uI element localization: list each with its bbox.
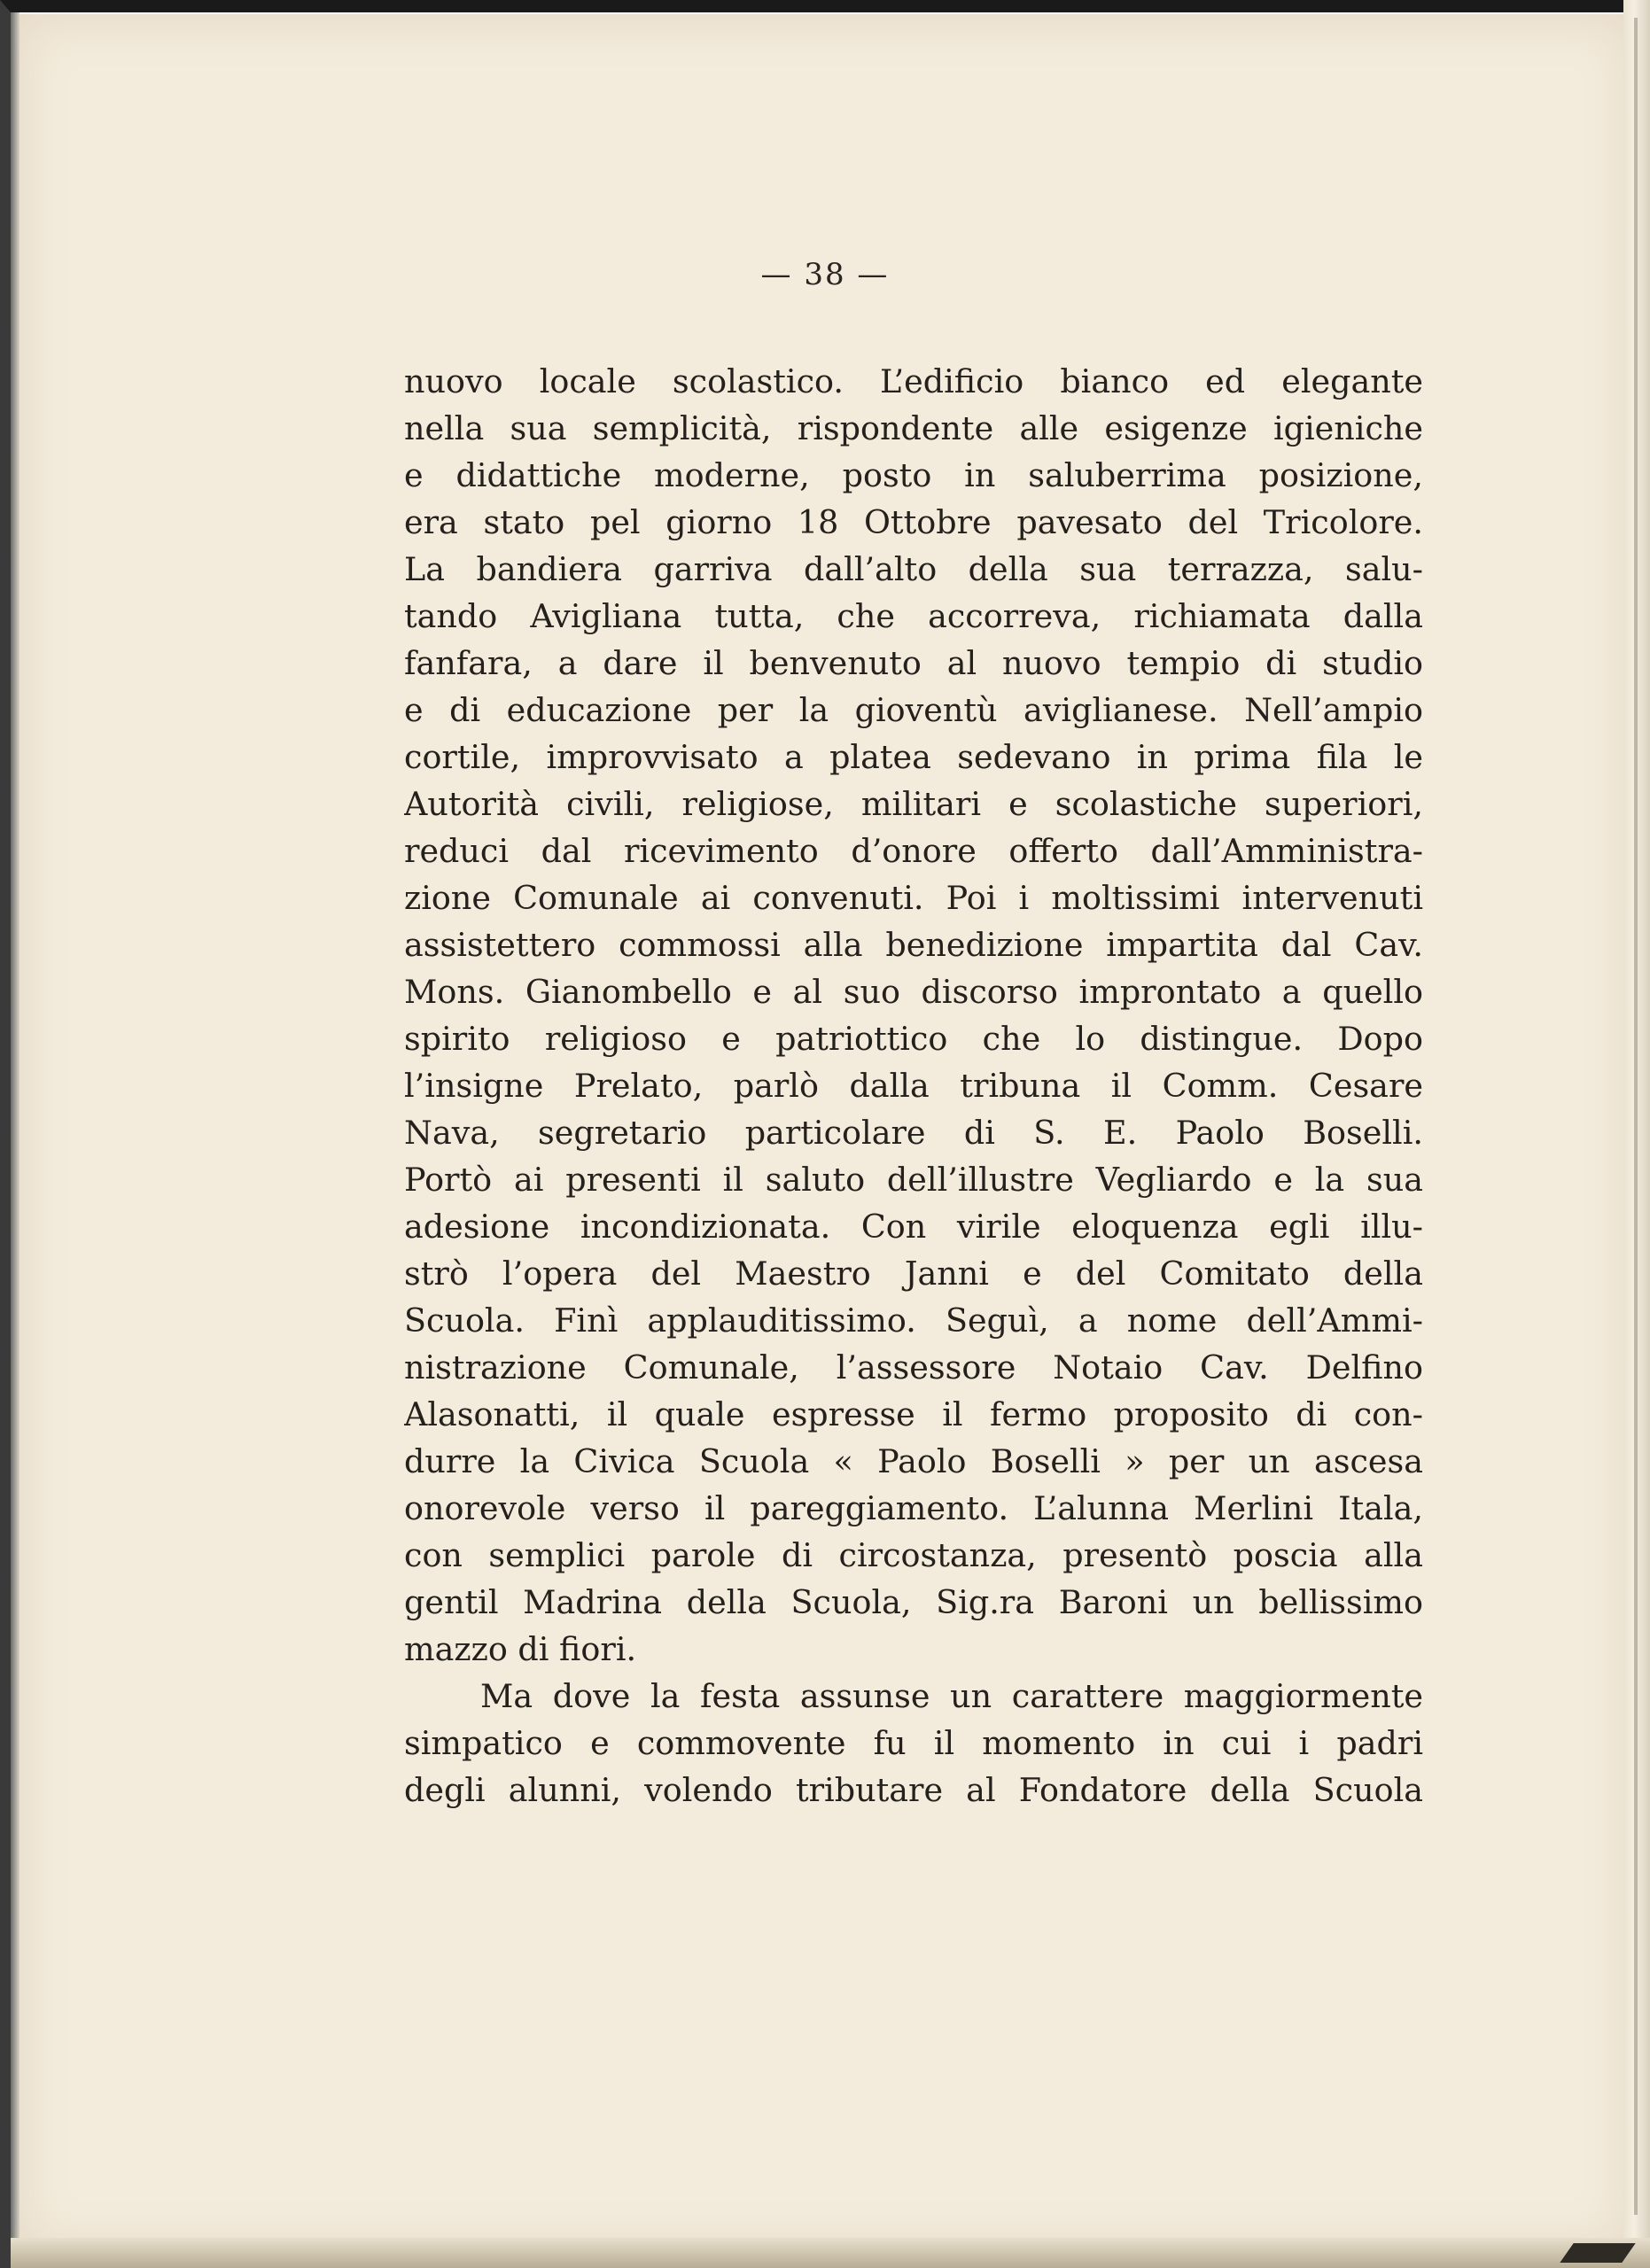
text-line: Alasonatti, il quale espresse il fermo proposito di con- [404,1395,1423,1433]
text-line: spirito religioso e patriottico che lo distingue. Dopo [404,1020,1423,1058]
text-line: tando Avigliana tutta, che accorreva, richiamata dalla [404,597,1423,635]
page-number: — 38 — [760,257,890,292]
text-line: onorevole verso il pareggiamento. L’alunna Merlini Itala, [404,1489,1423,1527]
text-line: nuovo locale scolastico. L’edificio bianco ed elegante [404,362,1423,400]
paragraph [404,358,1423,1673]
text-line: La bandiera garriva dall’alto della sua terrazza, salu- [404,550,1423,588]
text-line: l’insigne Prelato, parlò dalla tribuna il Comm. Cesare [404,1067,1423,1105]
text-line: e di educazione per la gioventù aviglianese. Nell’ampio [404,691,1423,729]
body-text [404,358,1423,1814]
text-line: e didattiche moderne, posto in saluberrima posizione, [404,456,1423,494]
text-line: degli alunni, volendo tributare al Fondatore della Scuola [404,1771,1423,1809]
bottom-page-edge [11,2238,1650,2268]
text-line: mazzo di fiori. [404,1630,637,1668]
text-line: nistrazione Comunale, l’assessore Notaio Cav. Delfino [404,1348,1423,1386]
text-line: Mons. Gianombello e al suo discorso improntato a quello [404,973,1423,1011]
right-page-edge [1623,0,1650,2268]
paragraph [404,1673,1423,1814]
text-line: durre la Civica Scuola « Paolo Boselli » per un ascesa [404,1442,1423,1480]
text-line: era stato pel giorno 18 Ottobre pavesato del Tricolore. [404,503,1423,541]
text-line: Portò ai presenti il saluto dell’illustre Vegliardo e la sua [404,1161,1423,1199]
left-page-edge [11,12,19,2268]
text-line: strò l’opera del Maestro Janni e del Comitato della [404,1254,1423,1293]
text-line: Nava, segretario particolare di S. E. Paolo Boselli. [404,1114,1423,1152]
text-line: con semplici parole di circostanza, presentò poscia alla [404,1536,1423,1574]
text-line: reduci dal ricevimento d’onore offerto dall’Amministra- [404,832,1423,870]
text-line: simpatico e commovente fu il momento in cui i padri [404,1724,1423,1762]
text-line: fanfara, a dare il benvenuto al nuovo tempio di studio [404,644,1423,682]
text-line: gentil Madrina della Scuola, Sig.ra Baroni un bellissimo [404,1583,1423,1621]
text-line: assistettero commossi alla benedizione impartita dal Cav. [404,926,1423,964]
text-line: Autorità civili, religiose, militari e scolastiche superiori, [404,785,1423,823]
text-line: adesione incondizionata. Con virile eloquenza egli illu- [404,1208,1423,1246]
text-line: zione Comunale ai convenuti. Poi i moltissimi intervenuti [404,879,1423,917]
text-line: Ma dove la festa assunse un carattere maggiormente [480,1677,1423,1715]
text-line: Scuola. Finì applauditissimo. Seguì, a nome dell’Ammi- [404,1301,1423,1340]
text-line: cortile, improvvisato a platea sedevano in prima fila le [404,738,1423,776]
text-line: nella sua semplicità, rispondente alle esigenze igieniche [404,409,1423,447]
